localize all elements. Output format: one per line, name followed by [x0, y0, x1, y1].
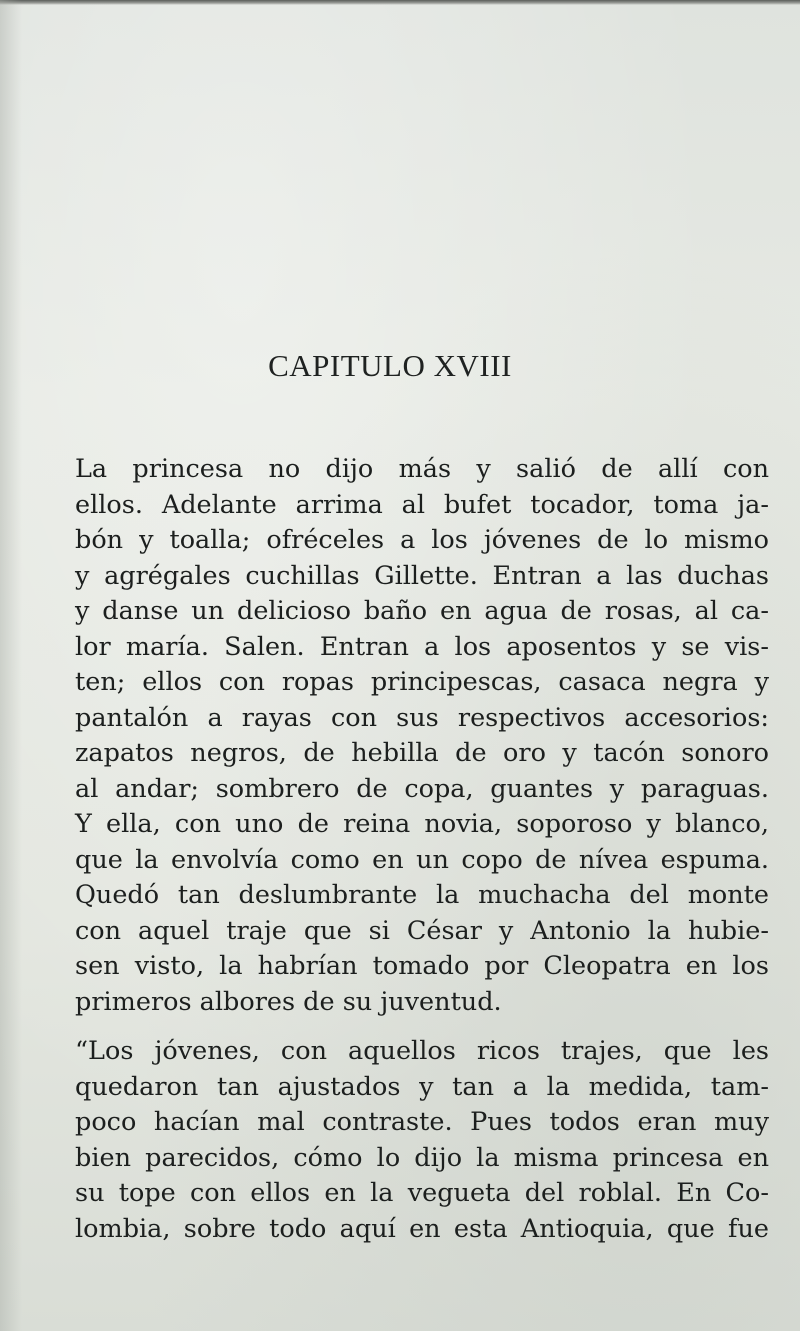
- text-line: quedaron tan ajustados y tan a la medida, tam-: [75, 1071, 769, 1102]
- text-line: La princesa no dijo más y salió de allí con: [75, 454, 769, 484]
- text-line: y agrégales cuchillas Gillette. Entran a las duchas: [75, 560, 769, 591]
- text-line: Quedó tan deslumbrante la muchacha del monte: [75, 880, 769, 910]
- text-line: pantalón a rayas con sus respectivos accesorios:: [75, 702, 769, 733]
- text-line: y danse un delicioso baño en agua de rosas, al ca-: [75, 596, 769, 626]
- text-line: sen visto, la habrían tomado por Cleopatra en los: [75, 951, 769, 981]
- page-gutter-shade: [0, 0, 22, 1331]
- page-top-edge: [0, 0, 800, 5]
- text-line: al andar; sombrero de copa, guantes y paraguas.: [75, 773, 769, 804]
- text-line: bón y toalla; ofréceles a los jóvenes de lo mismo: [75, 525, 769, 555]
- paragraph-1: [39, 452, 769, 1020]
- text-line: Y ella, con uno de reina novia, soporoso y blanco,: [75, 809, 769, 839]
- chapter-title: CAPITULO XVIII: [268, 348, 512, 383]
- text-line: primeros albores de su juventud.: [75, 986, 502, 1017]
- text-line: con aquel traje que si César y Antonio la hubie-: [75, 915, 769, 946]
- chapter-body: [39, 452, 769, 1247]
- text-line: lombia, sobre todo aquí en esta Antioquia, que fue: [75, 1213, 769, 1244]
- text-line: bien parecidos, cómo lo dijo la misma princesa en: [75, 1142, 769, 1173]
- text-line: zapatos negros, de hebilla de oro y tacón sonoro: [75, 738, 769, 768]
- text-line: “Los jóvenes, con aquellos ricos trajes, que les: [75, 1036, 769, 1066]
- text-line: su tope con ellos en la vegueta del roblal. En Co-: [75, 1178, 769, 1208]
- text-line: que la envolvía como en un copo de nívea espuma.: [75, 844, 769, 875]
- text-line: ten; ellos con ropas principescas, casaca negra y: [75, 667, 769, 697]
- text-line: lor maría. Salen. Entran a los aposentos y se vis-: [75, 631, 769, 662]
- paragraph-2: [39, 1034, 769, 1247]
- text-line: poco hacían mal contraste. Pues todos eran muy: [75, 1107, 769, 1137]
- text-line: ellos. Adelante arrima al bufet tocador, toma ja-: [75, 489, 769, 520]
